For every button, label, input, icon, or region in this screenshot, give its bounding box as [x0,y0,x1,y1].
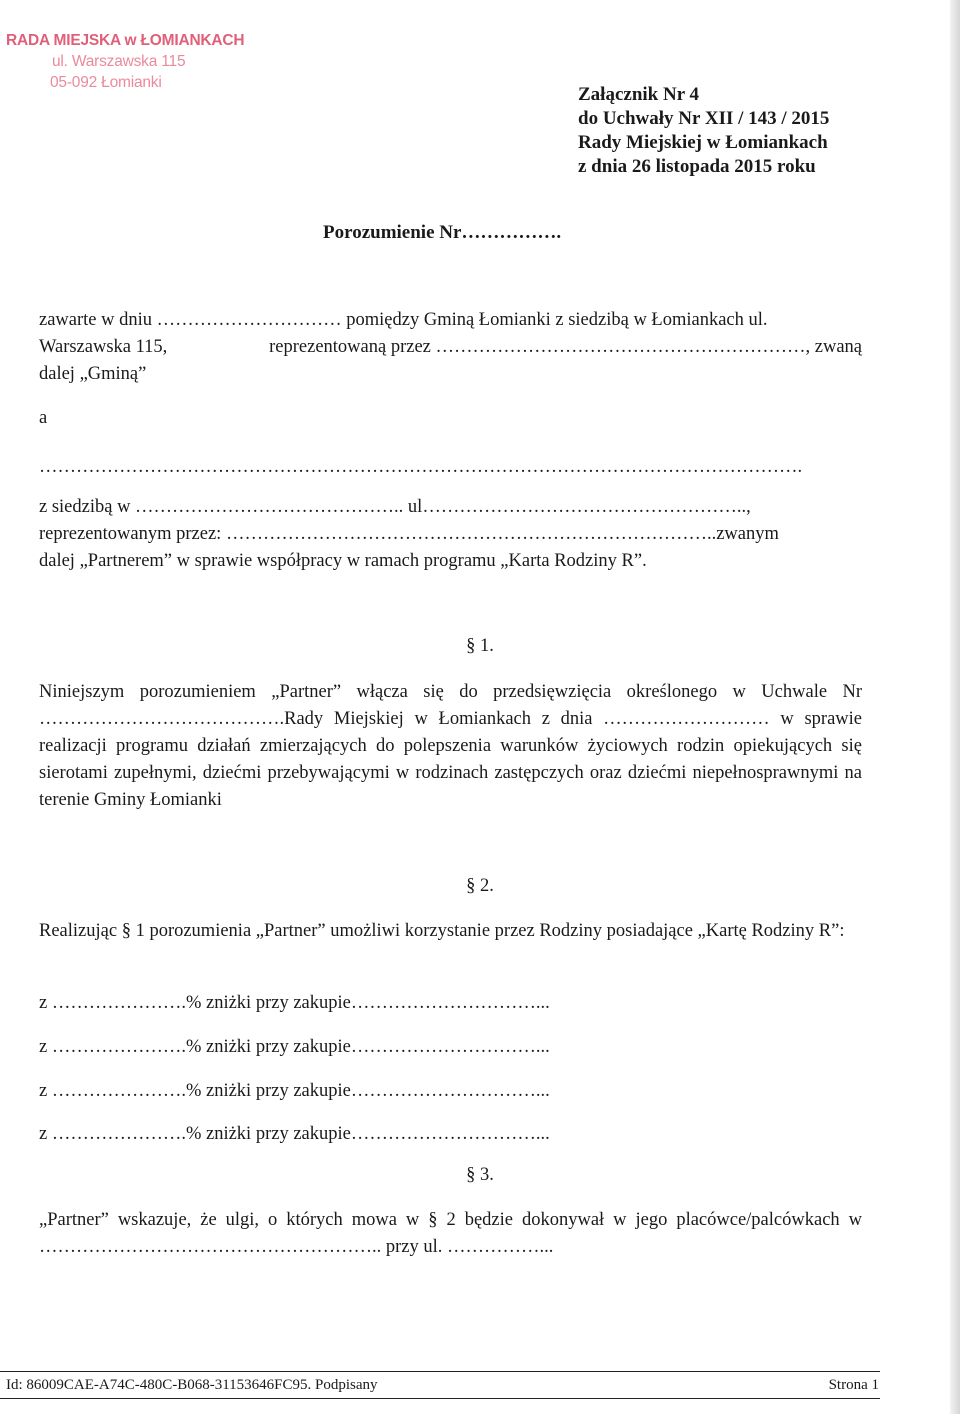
intro-line-2-end: reprezentowaną przez ……………………………………………………, zwaną [269,337,862,357]
party-a-label: a [39,408,48,428]
section-3-text [39,1207,862,1261]
discount-item: z ………………….% zniżki przy zakupie…………………………... [39,1037,550,1057]
intro-line-2 [39,334,862,361]
discount-item: z ………………….% zniżki przy zakupie…………………………... [39,1081,550,1101]
intro-line-2-start: Warszawska 115, [39,337,168,357]
intro-block [39,307,862,388]
stamp-line-2: ul. Warszawska 115 [52,53,186,70]
attachment-line-3: Rady Miejskiej w Łomiankach [578,132,828,153]
attachment-line-4: z dnia 26 listopada 2015 roku [578,156,816,177]
partner-line-2: reprezentowanym przez: ……………………………………………………………………..zwanym [39,524,779,544]
party-name-dots: ……………………………………………………………………………………………………………. [39,457,803,477]
intro-line-3: dalej „Gminą” [39,364,147,384]
footer [6,1375,879,1395]
section-2-paragraph: Realizując § 1 porozumienia „Partner” umożliwi korzystanie przez Rodziny posiadające „Kartę Rodziny R”: [39,921,845,941]
stamp-line-1: RADA MIEJSKA w ŁOMIANKACH [6,32,245,49]
section-3-paragraph: „Partner” wskazuje, że ulgi, o których mowa w § 2 będzie dokonywał w jego placówce/palcówkach w ……………………………………………….. przy ul. ……………... [39,1210,862,1257]
section-1-heading: § 1. [466,636,494,656]
discount-item: z ………………….% zniżki przy zakupie…………………………... [39,1124,550,1144]
intro-line-1: zawarte w dniu ………………………… pomiędzy Gminą Łomianki z siedzibą w Łomiankach ul. [39,310,768,330]
discount-item: z ………………….% zniżki przy zakupie…………………………... [39,993,550,1013]
footer-page-number: Strona 1 [828,1377,879,1393]
footer-document-id: Id: 86009CAE-A74C-480C-B068-31153646FC95. Podpisany [6,1377,378,1393]
section-1-paragraph: Niniejszym porozumieniem „Partner” włącza się do przedsięwzięcia określonego w Uchwale Nr ………………………………….Rady Miejskiej w Łomiankach z dnia ……………………… w sprawie realizacji programu działań zmierzających do polepszenia warunków życiowych rodzin opiekujących się sierotami zupełnymi, dziećmi przebywającymi w rodzinach zastępczych oraz dziećmi niepełnosprawnymi na terenie Gminy Łomianki [39,682,862,810]
attachment-line-2: do Uchwały Nr XII / 143 / 2015 [578,108,830,129]
section-2-heading: § 2. [466,876,494,896]
document-title: Porozumienie Nr……………. [323,222,562,243]
footer-bottom-rule [0,1398,880,1399]
attachment-line-1: Załącznik Nr 4 [578,84,700,105]
attachment-header [578,83,829,179]
section-1-text [39,679,862,814]
stamp-line-3: 05-092 Łomianki [50,74,162,91]
partner-line-3: dalej „Partnerem” w sprawie współpracy w ramach programu „Karta Rodziny R”. [39,551,647,571]
footer-top-rule [0,1371,880,1372]
section-2-text [39,918,862,945]
section-3-heading: § 3. [466,1165,494,1185]
partner-line-1: z siedzibą w …………………………………….. ul…………………………………………….., [39,497,751,517]
partner-block [39,494,862,575]
page-edge-shadow [950,0,960,1414]
council-stamp [6,30,244,93]
